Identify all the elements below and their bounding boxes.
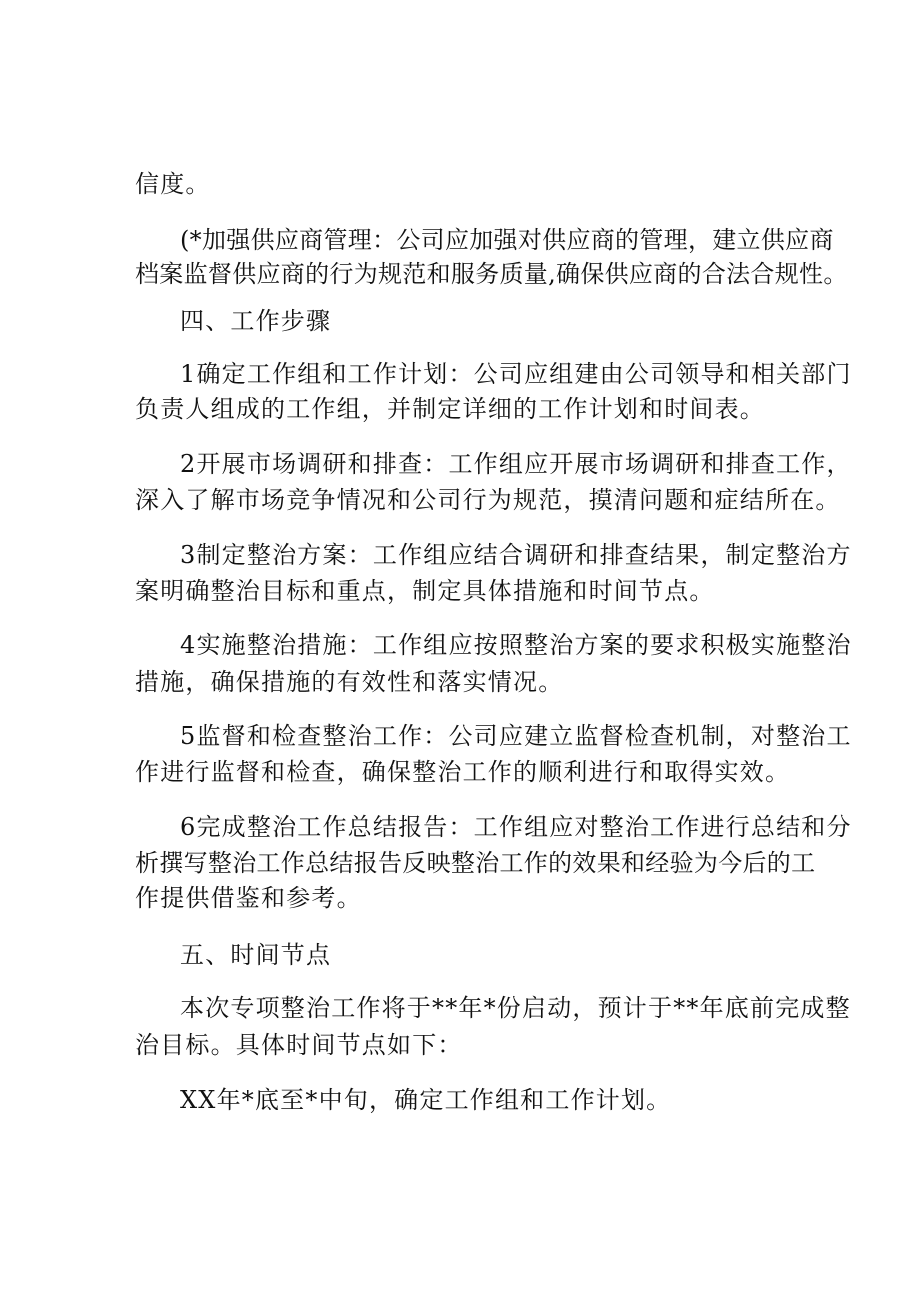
section-heading-timeline: 五、时间节点: [180, 941, 332, 969]
step-2-line-2: 深入了解市场竞争情况和公司行为规范，摸清问题和症结所在。: [135, 486, 841, 514]
step-6-line-2: 析撰写整治工作总结报告反映整治工作的效果和经验为今后的工: [135, 849, 816, 877]
step-6-line-1: 6完成整治工作总结报告：工作组应对整治工作进行总结和分: [180, 813, 852, 841]
step-1-line-2: 负责人组成的工作组，并制定详细的工作计划和时间表。: [135, 395, 765, 423]
timeline-paragraph-line-2: 治目标。具体时间节点如下：: [135, 1031, 463, 1059]
paragraph-line-3: 档案监督供应商的行为规范和服务质量,确保供应商的合法合规性。: [135, 260, 848, 288]
step-4-line-1: 4实施整治措施：工作组应按照整治方案的要求积极实施整治: [180, 631, 852, 659]
section-heading-work-steps: 四、工作步骤: [180, 307, 332, 335]
step-2-line-1: 2开展市场调研和排查：工作组应开展市场调研和排查工作，: [180, 450, 852, 478]
timeline-item-1: XX年*底至*中旬，确定工作组和工作计划。: [180, 1086, 672, 1114]
step-5-line-2: 作进行监督和检查，确保整治工作的顺利进行和取得实效。: [135, 758, 791, 786]
step-5-line-1: 5监督和检查整治工作：公司应建立监督检查机制，对整治工: [180, 722, 852, 750]
step-6-line-3: 作提供借鉴和参考。: [135, 884, 362, 912]
timeline-paragraph-line-1: 本次专项整治工作将于**年*份启动，预计于**年底前完成整: [180, 994, 851, 1022]
step-3-line-2: 案明确整治目标和重点，制定具体措施和时间节点。: [135, 577, 715, 605]
paragraph-line-2: (*加强供应商管理：公司应加强对供应商的管理，建立供应商: [180, 226, 834, 254]
step-4-line-2: 措施，确保措施的有效性和落实情况。: [135, 668, 564, 696]
step-3-line-1: 3制定整治方案：工作组应结合调研和排查结果，制定整治方: [180, 541, 852, 569]
paragraph-line-1: 信度。: [135, 170, 211, 198]
step-1-line-1: 1确定工作组和工作计划：公司应组建由公司领导和相关部门: [180, 360, 852, 388]
